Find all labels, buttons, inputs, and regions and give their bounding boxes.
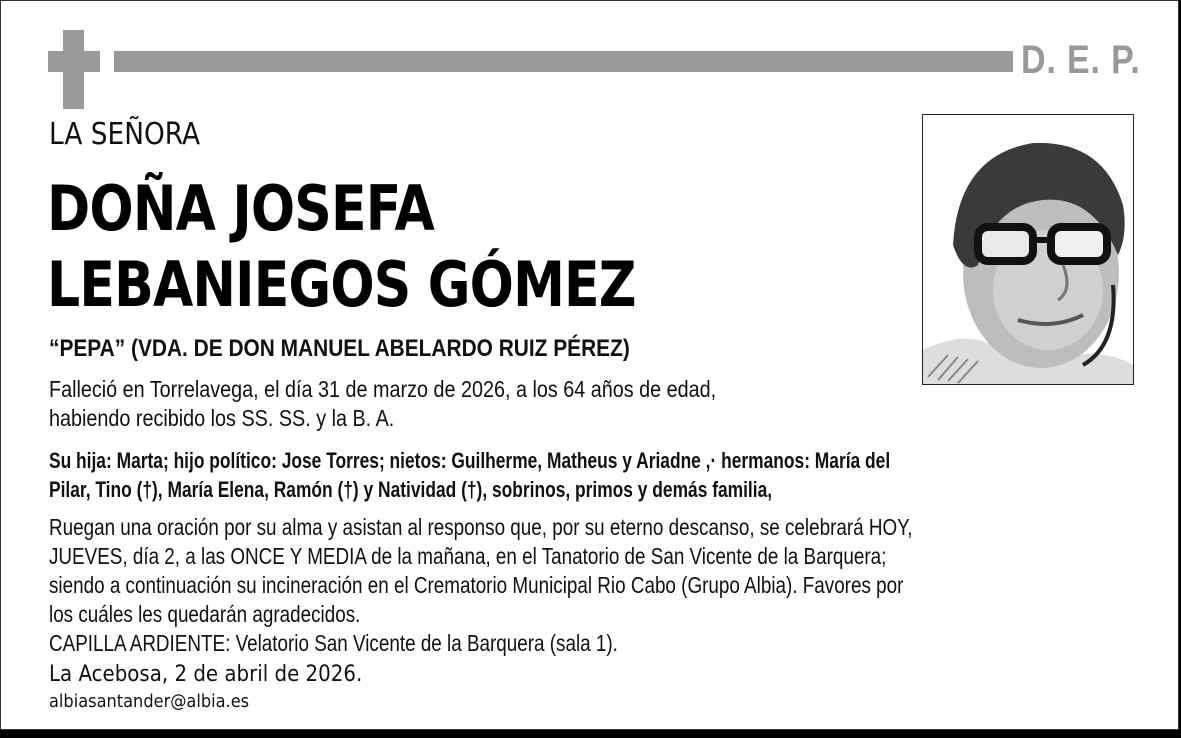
contact-email[interactable]: albiasantander@albia.es — [49, 691, 250, 712]
cross-icon-horizontal — [48, 51, 100, 72]
capilla-ardiente-line: CAPILLA ARDIENTE: Velatorio San Vicente de la Barquera (sala 1). — [49, 630, 618, 656]
name-line-2: LEBANIEGOS GÓMEZ — [47, 248, 636, 321]
service-line-3: siendo a continuación su incineración en el Crematorio Municipal Rio Cabo (Grupo Albia). Favores por — [49, 572, 904, 598]
family-line-2: Pilar, Tino (†), María Elena, Ramón (†) y Natividad (†), sobrinos, primos y demás familia, — [49, 477, 773, 502]
service-line-4: los cuáles les quedarán agradecidos. — [49, 601, 361, 627]
death-notice-line-2: habiendo recibido los SS. SS. y la B. A. — [49, 405, 395, 431]
salutation: LA SEÑORA — [49, 117, 201, 152]
service-line-2: JUEVES, día 2, a las ONCE Y MEDIA de la mañana, en el Tanatorio de San Vicente de la Barquera; — [49, 543, 887, 569]
family-line-1: Su hija: Marta; hijo político: Jose Torres; nietos: Guilherme, Matheus y Ariadne ,· hermanos: María del — [49, 448, 891, 473]
name-line-1: DOÑA JOSEFA — [47, 172, 434, 245]
place-date: La Acebosa, 2 de abril de 2026. — [49, 662, 363, 687]
deceased-name — [47, 171, 636, 323]
death-notice-line-1: Falleció en Torrelavega, el día 31 de marzo de 2026, a los 64 años de edad, — [49, 376, 717, 402]
portrait-image — [923, 115, 1133, 384]
nickname-widow-line: “PEPA” (VDA. DE DON MANUEL ABELARDO RUIZ PÉREZ) — [49, 335, 630, 362]
dep-label: D. E. P. — [1021, 38, 1141, 82]
header-rule — [114, 51, 1013, 72]
deceased-photo — [922, 114, 1134, 385]
service-line-1: Ruegan una oración por su alma y asistan al responso que, por su eterno descanso, se celebrará HOY, — [49, 514, 913, 540]
